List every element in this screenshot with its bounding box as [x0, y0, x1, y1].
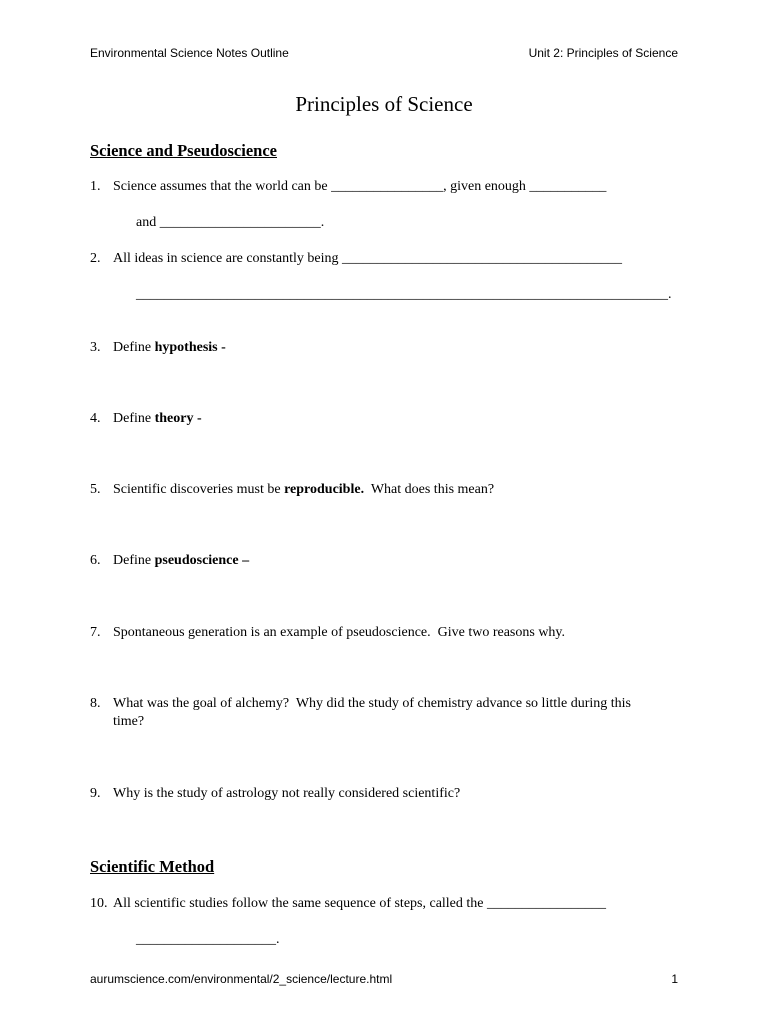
question-2-continuation: ____________________________________________________________________________.: [136, 287, 672, 302]
question-1-number: 1.: [90, 179, 101, 194]
question-9-text: Why is the study of astrology not really considered scientific?: [113, 786, 461, 801]
question-6-number: 6.: [90, 553, 101, 568]
header-left: Environmental Science Notes Outline: [90, 46, 289, 60]
page-title: Principles of Science: [295, 92, 473, 116]
footer-url: aurumscience.com/environmental/2_science/lecture.html: [90, 972, 393, 986]
question-10-number: 10.: [90, 896, 108, 911]
question-4-text: Define theory -: [113, 411, 202, 426]
header-right: Unit 2: Principles of Science: [528, 46, 678, 60]
question-2-number: 2.: [90, 251, 101, 266]
question-6-term: pseudoscience –: [154, 553, 250, 568]
question-5-number: 5.: [90, 482, 101, 497]
section-heading-scientific-method: Scientific Method: [90, 857, 215, 876]
question-3-number: 3.: [90, 340, 101, 355]
question-10-continuation: ____________________.: [136, 932, 280, 947]
question-6-text: Define pseudoscience –: [113, 553, 250, 568]
question-8-number: 8.: [90, 696, 101, 711]
question-8-line-1: What was the goal of alchemy? Why did the study of chemistry advance so little during this: [113, 696, 631, 711]
question-7-number: 7.: [90, 625, 101, 640]
question-4-term: theory -: [154, 411, 202, 426]
question-5-term: reproducible.: [284, 482, 365, 497]
page-number: 1: [671, 972, 678, 986]
question-8-line-2: time?: [113, 714, 145, 729]
question-1-text: Science assumes that the world can be ________________, given enough ___________: [113, 179, 607, 194]
question-3-text: Define hypothesis -: [113, 340, 226, 355]
question-2-text: All ideas in science are constantly being ________________________________________: [113, 251, 622, 266]
question-10-text: All scientific studies follow the same sequence of steps, called the _________________: [113, 896, 607, 911]
question-3-term: hypothesis -: [154, 340, 226, 355]
question-9-number: 9.: [90, 786, 101, 801]
question-1-continuation: and _______________________.: [136, 215, 325, 230]
question-4-number: 4.: [90, 411, 101, 426]
question-5-text: Scientific discoveries must be reproducible. What does this mean?: [113, 482, 495, 497]
section-heading-science-pseudoscience: Science and Pseudoscience: [90, 141, 277, 160]
question-7-text: Spontaneous generation is an example of pseudoscience. Give two reasons why.: [113, 625, 566, 640]
